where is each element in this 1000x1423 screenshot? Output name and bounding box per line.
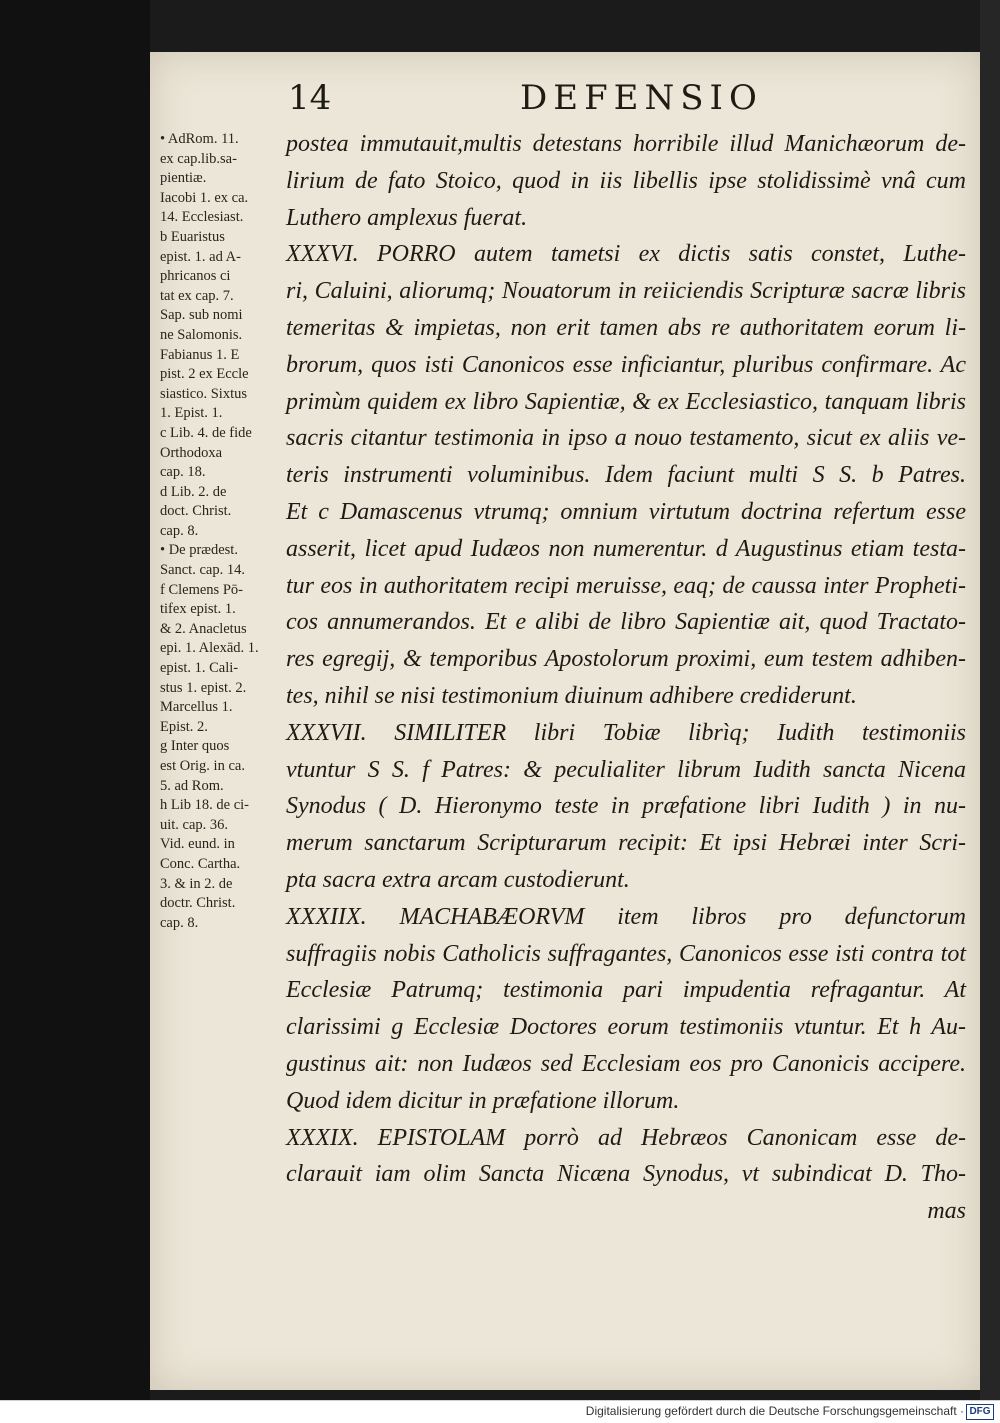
body-line: pta sacra extra arcam custodierunt. [286, 866, 630, 893]
margin-note-line: h Lib 18. de ci- [160, 797, 249, 814]
margin-note-line: siastico. Sixtus [160, 385, 248, 402]
page-number: 14 [288, 78, 332, 118]
margin-note-line: c Lib. 4. de fide [160, 424, 252, 441]
margin-note-line: 5. ad Rom. [160, 777, 224, 794]
margin-note-line: Fabianus 1. E [160, 346, 240, 363]
margin-note-line: tifex epist. 1. [160, 601, 236, 618]
margin-note-line: epist. 1. ad A- [160, 248, 241, 265]
body-line: lirium de fato Stoico, quod in iis libellis ipse stolidissimè vnâ cum [286, 167, 966, 194]
body-line: clarissimi g Ecclesiæ Doctores eorum testimoniis vtuntur. Et h Au- [286, 1014, 966, 1041]
body-line: Et c Damascenus vtrumq; omnium virtutum doctrina refertum esse [286, 498, 966, 525]
margin-note-line: uit. cap. 36. [160, 816, 229, 833]
body-line: postea immutauit,multis detestans horribile illud Manichæorum de- [286, 131, 966, 157]
body-text [286, 126, 966, 1230]
margin-note-line: doct. Christ. [160, 503, 232, 520]
body-line: Synodus ( D. Hieronymo teste in præfatione libri Iudith ) in nu- [286, 793, 966, 820]
margin-note-line: Sanct. cap. 14. [160, 562, 245, 579]
body-line: asserit, licet apud Iudæos non numerentur. d Augustinus etiam testa- [286, 535, 966, 562]
margin-note-line: Vid. eund. in [160, 836, 235, 853]
body-line: Ecclesiæ Patrumq; testimonia pari impudentia refragantur. At [286, 977, 966, 1004]
margin-note-line: Orthodoxa [160, 444, 223, 461]
body-line: XXXVI. PORRO autem tametsi ex dictis satis constet, Luthe- [286, 241, 966, 268]
margin-note-line: & 2. Anacletus [160, 620, 247, 637]
margin-note-line: 1. Epist. 1. [160, 405, 223, 422]
scan-right-border [980, 0, 1000, 1400]
body-line: Luthero amplexus fuerat. [286, 204, 528, 231]
body-line: tes, nihil se nisi testimonium diuinum adhibere crediderunt. [286, 682, 857, 709]
margin-note-line: tat ex cap. 7. [160, 287, 234, 304]
body-line: teris instrumenti voluminibus. Idem faciunt multi S S. b Patres. [286, 462, 966, 489]
body-line: temeritas & impietas, non erit tamen abs re authoritatem eorum li- [286, 314, 966, 341]
body-line: clarauit iam olim Sancta Nicæna Synodus, vt subindicat D. Tho- [286, 1161, 966, 1188]
margin-note-line: g Inter quos [160, 738, 230, 755]
margin-note-line: b Euaristus [160, 228, 225, 245]
body-line: gustinus ait: non Iudæos sed Ecclesiam eos pro Canonicis accipere. [286, 1050, 966, 1077]
margin-note-line: Epist. 2. [160, 718, 208, 735]
footer-credit: Digitalisierung gefördert durch die Deutsche Forschungsgemeinschaft · [585, 1404, 964, 1418]
body-line: suffragiis nobis Catholicis suffragantes, Canonicos esse isti contra tot [286, 940, 966, 967]
body-line: ri, Caluini, aliorumq; Nouatorum in reiiciendis Scripturæ sacræ libris [286, 278, 966, 305]
margin-note-line: est Orig. in ca. [160, 758, 245, 774]
margin-note-line: ex cap.lib.sa- [160, 150, 237, 167]
body-line: XXXIIX. MACHABÆORVM item libros pro defunctorum [286, 903, 966, 930]
margin-note-line: cap. 8. [160, 522, 199, 539]
margin-note-line: stus 1. epist. 2. [160, 679, 247, 696]
margin-note-line: Sap. sub nomi [160, 307, 243, 324]
body-line: merum sanctarum Scripturarum recipit: Et ipsi Hebræi inter Scri- [286, 830, 966, 857]
margin-note-line: • De prædest. [160, 542, 238, 559]
margin-notes [160, 130, 282, 933]
running-title: DEFENSIO [520, 78, 763, 118]
dfg-logo: DFG [966, 1404, 994, 1420]
margin-note-line: pientiæ. [160, 170, 207, 187]
body-line: Quod idem dicitur in præfatione illorum. [286, 1087, 680, 1114]
body-line: brorum, quos isti Canonicos esse inficiantur, pluribus confirmare. Ac [286, 351, 966, 378]
body-line: mas [927, 1198, 966, 1225]
margin-note-line: epi. 1. Alexād. 1. [160, 640, 259, 657]
margin-note-line: epist. 1. Cali- [160, 660, 239, 677]
margin-note-line: doctr. Christ. [160, 895, 236, 912]
body-line: res egregij, & temporibus Apostolorum proximi, eum testem adhiben- [286, 646, 966, 673]
body-line: sacris citantur testimonia in ipso a nouo testamento, sicut ex aliis ve- [286, 425, 966, 452]
body-line: primùm quidem ex libro Sapientiæ, & ex Ecclesiastico, tanquam libris [286, 388, 966, 415]
footer-bar [0, 1400, 1000, 1423]
margin-note-line: cap. 8. [160, 914, 199, 931]
margin-note-line: phricanos ci [160, 268, 231, 285]
margin-note-line: 3. & in 2. de [160, 875, 233, 892]
margin-note-line: d Lib. 2. de [160, 483, 227, 500]
body-line: vtuntur S S. f Patres: & peculialiter librum Iudith sancta Nicena [286, 756, 966, 783]
margin-note-line: cap. 18. [160, 464, 206, 481]
margin-note-line: ne Salomonis. [160, 326, 243, 343]
margin-note-line: pist. 2 ex Eccle [160, 366, 249, 383]
body-line: XXXIX. EPISTOLAM porrò ad Hebræos Canonicam esse de- [286, 1124, 966, 1151]
margin-note-line: Marcellus 1. [160, 699, 233, 716]
body-line: cos annumerandos. Et e alibi de libro Sapientiæ ait, quod Tractato- [286, 609, 966, 636]
body-line: tur eos in authoritatem recipi meruisse, eaq; de caussa inter Propheti- [286, 572, 966, 599]
margin-note-line: Iacobi 1. ex ca. [160, 189, 249, 206]
margin-note-line: Conc. Cartha. [160, 855, 241, 872]
margin-note-line: • AdRom. 11. [160, 131, 239, 147]
body-line: XXXVII. SIMILITER libri Tobiæ librìq; Iudith testimoniis [286, 719, 966, 746]
scan-left-border [0, 0, 150, 1400]
margin-note-line: f Clemens Pō- [160, 581, 243, 598]
margin-note-line: 14. Ecclesiast. [160, 209, 244, 226]
